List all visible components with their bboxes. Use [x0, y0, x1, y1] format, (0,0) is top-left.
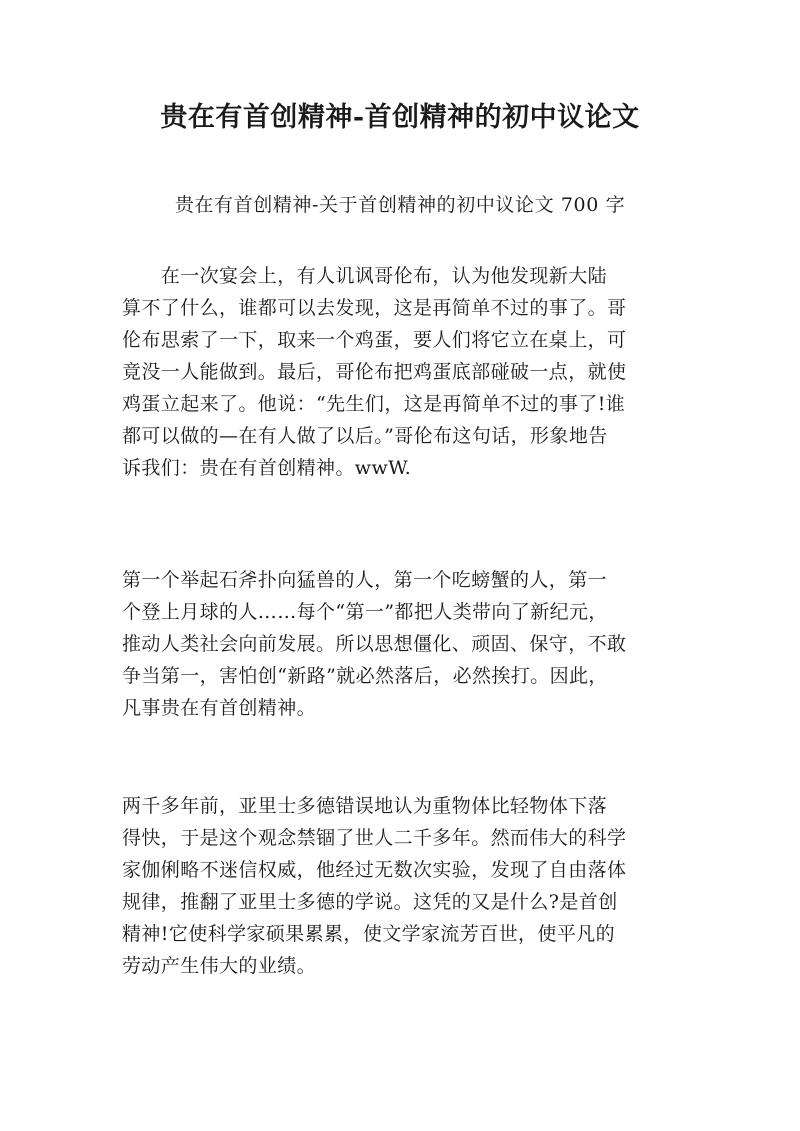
paragraph-line: 推动人类社会向前发展。所以思想僵化、顽固、保守，不敢	[122, 633, 627, 655]
paragraph-line: 劳动产生伟大的业绩。	[122, 955, 317, 977]
paragraph-line: 都可以做的—在有人做了以后。”哥伦布这句话，形象地告	[122, 425, 608, 447]
paragraph-line: 第一个举起石斧扑向猛兽的人，第一个吃螃蟹的人，第一	[122, 569, 608, 591]
paragraph-line: 争当第一，害怕创“新路”就必然落后，必然挨打。因此，	[122, 665, 608, 687]
paragraph-line: 家伽俐略不迷信权威，他经过无数次实验，发现了自由落体	[122, 859, 627, 881]
paragraph-line: 精神!它使科学家硕果累累，使文学家流芳百世，使平凡的	[122, 923, 616, 945]
paragraph-line: 个登上月球的人……每个“第一”都把人类带向了新纪元，	[122, 601, 608, 623]
paragraph-2	[122, 564, 682, 724]
paragraph-line: 两千多年前，亚里士多德错误地认为重物体比轻物体下落	[122, 795, 608, 817]
paragraph-3	[122, 790, 682, 982]
paragraph-line: 在一次宴会上，有人讥讽哥伦布，认为他发现新大陆	[122, 265, 608, 287]
paragraph-line: 得快，于是这个观念禁锢了世人二千多年。然而伟大的科学	[122, 827, 627, 849]
paragraph-line: 凡事贵在有首创精神。	[122, 697, 317, 719]
paragraph-line: 伦布思索了一下，取来一个鸡蛋，要人们将它立在桌上，可	[122, 329, 627, 351]
document-title: 贵在有首创精神-首创精神的初中议论文	[160, 102, 640, 133]
paragraph-line: 算不了什么，谁都可以去发现，这是再简单不过的事了。哥	[122, 297, 627, 319]
paragraph-line: 诉我们：贵在有首创精神。wwW.	[122, 457, 412, 479]
paragraph-1	[122, 260, 682, 484]
paragraph-line: 竟没一人能做到。最后，哥伦布把鸡蛋底部碰破一点，就使	[122, 361, 627, 383]
document-subtitle: 贵在有首创精神-关于首创精神的初中议论文 700 字	[174, 194, 626, 216]
paragraph-line: 规律，推翻了亚里士多德的学说。这凭的又是什么?是首创	[122, 891, 618, 913]
paragraph-line: 鸡蛋立起来了。他说：“先生们，这是再简单不过的事了!谁	[122, 393, 626, 415]
